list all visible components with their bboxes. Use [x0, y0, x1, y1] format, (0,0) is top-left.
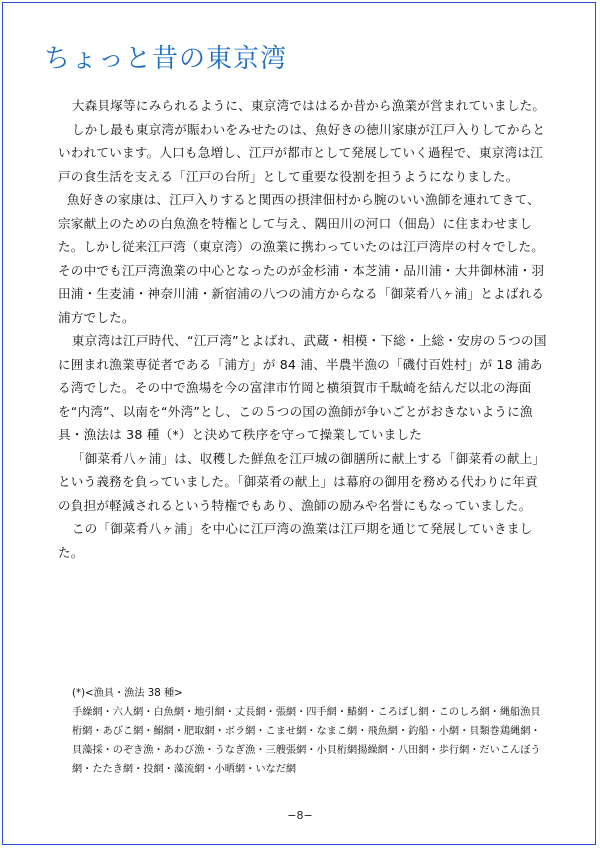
- paragraph-5: 「御菜肴八ヶ浦」は、収穫した鮮魚を江戸城の御膳所に献上する「御菜肴の献上」という義務を負っていました。「御菜肴の献上」は幕府の御用を務める代わりに年貢の負担が軽減されるという特権でもあり、漁師の励みや名誉にもなっていました。: [58, 450, 546, 513]
- paragraph-6: この「御菜肴八ヶ浦」を中心に江戸湾の漁業は江戸期を通じて発展していきました。: [58, 521, 533, 560]
- paragraph-3: 魚好きの家康は、江戸入りすると関西の摂津佃村から腕のいい漁師を連れてきて、宗家献上のための白魚漁を特権として与え、隅田川の河口（佃島）に住まわせました。しかし従来江戸湾（東京湾）の漁業に携わっていたのは江戸湾岸の村々でした。その中でも江戸湾漁業の中心となったのが金杉浦・本芝浦・品川浦・大井御林浦・羽田浦・生麦浦・神奈川浦・新宿浦の八つの浦方からなる「御菜肴八ヶ浦」とよばれる浦方でした。: [58, 192, 545, 325]
- footnote: [72, 684, 542, 779]
- footnote-text: 手繰網・六人網・白魚網・地引網・丈長網・張網・四手網・鰆網・ころばし網・このしろ網・縄船漁貝桁網・あびこ網・鰯網・肥取網・ボラ網・こませ網・なまこ網・飛魚網・釣船・小網・貝類巻鶏縄網・貝藻採・のぞき漁・あわび漁・うなぎ漁・三艘張網・小貝桁網揚繰網・八田網・歩行網・だいこんぼう網・たたき網・投網・藻流網・小晒網・いなだ網: [72, 707, 541, 775]
- paragraph-1: 大森貝塚等にみられるように、東京湾でははるか昔から漁業が営まれていました。: [71, 98, 546, 113]
- body-text: [58, 94, 550, 564]
- paragraph-2: しかし最も東京湾が賑わいをみせたのは、魚好きの徳川家康が江戸入りしてからといわれています。人口も急増し、江戸が都市として発展していく過程で、東京湾は江戸の食生活を支える「江戸の台所」として重要な役割を担うようになりました。: [58, 121, 546, 184]
- footnote-heading: (*)<漁具・漁法 38 種>: [72, 688, 183, 699]
- paragraph-4: 東京湾は江戸時代、“江戸湾”とよばれ、武蔵・相模・下総・上総・安房の５つの国に囲まれ漁業専従者である「浦方」が 84 浦、半農半漁の「磯付百姓村」が 18 浦ある湾でした。その中で漁場を今の富津市竹岡と横須賀市千駄崎を結んだ以北の海面を“内湾”、以南を“外湾”とし、この５つの国の漁師が争いごとがおきないように漁具・漁法は 38 種（*）と決めて秩序を守って操業していました: [58, 333, 547, 442]
- page-title: ちょっと昔の東京湾: [44, 44, 288, 74]
- page-number: −8−: [287, 809, 313, 822]
